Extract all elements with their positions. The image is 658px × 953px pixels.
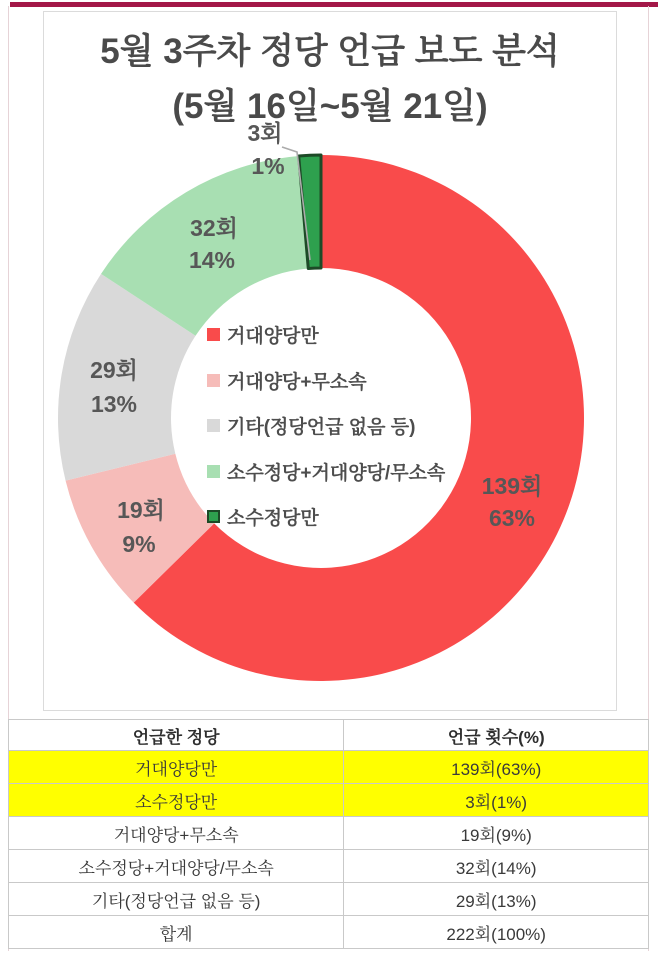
summary-table (8, 719, 649, 949)
count-cell: 3회(1%) (344, 784, 649, 817)
table-row (9, 916, 649, 949)
party-cell: 거대양당만 (9, 751, 344, 784)
segment-label-0-pct: 63% (488, 505, 536, 532)
legend-label: 거대양당만 (227, 326, 319, 348)
legend-label: 소수정당+거대양당/무소속 (227, 462, 446, 484)
legend-label: 기타(정당언급 없음 등) (227, 417, 416, 439)
chart-panel (43, 11, 617, 711)
segment-label-4-pct: 1% (251, 153, 285, 180)
party-cell: 소수정당만 (9, 784, 344, 817)
legend-item-0 (207, 312, 445, 358)
table-row (9, 751, 649, 784)
chart-legend (207, 312, 445, 540)
chart-title-line1: 5월 3주차 정당 언급 보도 분석 (100, 32, 560, 71)
table-row (9, 850, 649, 883)
segment-label-1-pct: 9% (122, 531, 156, 558)
count-cell: 222회(100%) (344, 916, 649, 949)
party-cell: 소수정당+거대양당/무소속 (9, 850, 344, 883)
segment-label-1-value: 19회 (117, 497, 165, 524)
legend-item-2 (207, 403, 445, 449)
table-row (9, 883, 649, 916)
legend-swatch-icon (207, 374, 220, 387)
count-cell: 29회(13%) (344, 883, 649, 916)
legend-item-3 (207, 449, 445, 495)
header-count: 언급 횟수(%) (344, 720, 649, 751)
table-row (9, 817, 649, 850)
party-cell: 거대양당+무소속 (9, 817, 344, 850)
segment-label-2-pct: 13% (90, 391, 138, 418)
count-cell: 19회(9%) (344, 817, 649, 850)
legend-label: 거대양당+무소속 (227, 371, 367, 393)
segment-label-3-pct: 14% (188, 247, 236, 274)
legend-item-4 (207, 494, 445, 540)
table-header-row (9, 720, 649, 751)
legend-swatch-icon (207, 419, 220, 432)
segment-label-3-value: 32회 (190, 215, 238, 242)
header-party: 언급한 정당 (9, 720, 344, 751)
count-cell: 139회(63%) (344, 751, 649, 784)
legend-swatch-icon (207, 510, 220, 523)
legend-item-1 (207, 358, 445, 404)
count-cell: 32회(14%) (344, 850, 649, 883)
segment-label-0-value: 139회 (481, 473, 543, 500)
chart-title-line2: (5월 16일~5월 21일) (172, 87, 488, 126)
chart-title (44, 24, 616, 134)
legend-swatch-icon (207, 328, 220, 341)
party-cell: 기타(정당언급 없음 등) (9, 883, 344, 916)
legend-label: 소수정당만 (227, 508, 319, 530)
table-row (9, 784, 649, 817)
party-cell: 합계 (9, 916, 344, 949)
legend-swatch-icon (207, 465, 220, 478)
segment-label-2-value: 29회 (90, 357, 138, 384)
segment-label-4-value: 3회 (247, 120, 283, 147)
